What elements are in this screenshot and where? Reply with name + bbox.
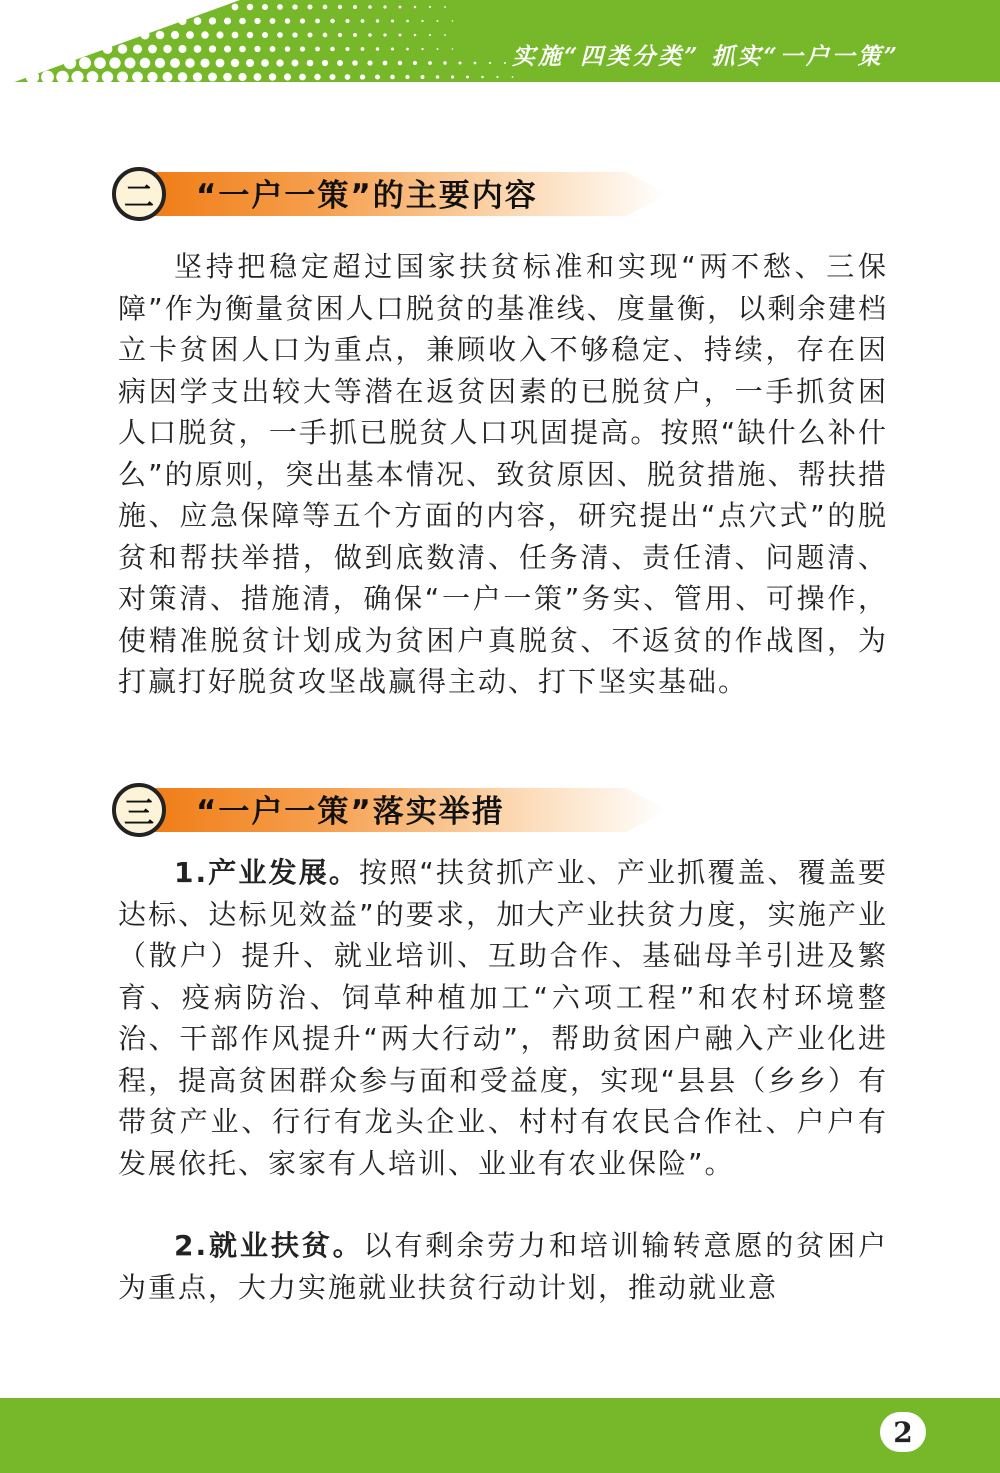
header-dot (261, 59, 269, 67)
header-dot (194, 45, 202, 53)
header-dot (285, 46, 291, 52)
header-dot (308, 5, 313, 10)
measure-text: 以有剩余劳力和培训输转意愿的贫困户为重点，大力实施就业扶贫行动计划，推动就业意 (118, 1229, 888, 1304)
header-dot (451, 75, 454, 78)
header-dot (209, 45, 216, 52)
header-dot (41, 71, 54, 82)
header-dot (345, 74, 351, 80)
header-dot (481, 76, 484, 79)
measure-item-employment (118, 1225, 888, 1308)
header-dot (421, 20, 423, 22)
header-dot (178, 17, 186, 25)
header-dot (262, 32, 268, 38)
header-dot (353, 5, 357, 9)
header-dot (429, 6, 431, 8)
section-heading-2 (112, 166, 672, 226)
header-dot (368, 5, 372, 9)
header-dot (254, 73, 262, 81)
header-dot (376, 19, 379, 22)
footer-band (0, 1398, 1000, 1473)
measure-lead: 1.产业发展。 (174, 856, 359, 889)
header-dot (345, 19, 349, 23)
header-dot (292, 32, 297, 37)
header-dot (156, 31, 165, 40)
header-dot (399, 6, 402, 9)
header-dot (399, 34, 402, 37)
header-dot (315, 47, 320, 52)
header-dot (496, 76, 498, 78)
header-dot (185, 58, 194, 67)
header-dot (512, 76, 514, 78)
header-dot (345, 47, 349, 51)
header-dot (292, 4, 297, 9)
header-dot (94, 57, 106, 69)
page-number: 2 (880, 1412, 926, 1452)
section-number-badge: 三 (112, 783, 166, 837)
header-dot (330, 19, 334, 23)
header-dot (246, 59, 254, 67)
header-dot (375, 75, 380, 80)
header-dot (155, 58, 165, 68)
header-dot (390, 75, 395, 80)
header-dot (466, 76, 469, 79)
header-dot (247, 4, 253, 10)
header-dot (163, 45, 171, 53)
header-dot (391, 47, 394, 50)
header-dot (216, 59, 225, 68)
header-dot (398, 61, 402, 65)
header-dot (299, 74, 306, 81)
header-dot (102, 71, 113, 82)
header-dot (452, 48, 454, 50)
header-dot (147, 72, 157, 82)
header-dot (368, 33, 372, 37)
header-dot (383, 5, 386, 8)
header-dot (148, 45, 157, 54)
header-dot (232, 4, 239, 11)
header-dot (300, 46, 305, 51)
header-dot (436, 75, 440, 79)
header-dot (437, 20, 439, 22)
header-dot (209, 17, 216, 24)
header-dot (87, 71, 99, 82)
header-dot (125, 58, 136, 69)
header-dot (201, 31, 209, 39)
header-dot (414, 6, 417, 9)
header-dot (338, 5, 342, 9)
header-dot (307, 60, 314, 67)
header-dot (208, 73, 217, 82)
measure-lead: 2.就业扶贫。 (174, 1229, 364, 1262)
header-dot (239, 46, 246, 53)
header-dot (383, 61, 388, 66)
header-dot (194, 17, 202, 25)
section-number-badge: 二 (112, 167, 166, 221)
section-title: “一户一策”落实举措 (196, 794, 505, 830)
header-dot (163, 72, 173, 82)
header-dot (26, 70, 39, 82)
header-dot (171, 31, 179, 39)
header-dot (277, 4, 283, 10)
header-dot (247, 32, 253, 38)
header-dot (64, 57, 76, 69)
header-dot (444, 6, 446, 8)
header-dot (330, 47, 334, 51)
header-dot (232, 32, 239, 39)
header-dot-pattern (0, 0, 520, 82)
header-dot (277, 32, 283, 38)
header-dot (285, 18, 291, 24)
header-dot (429, 34, 431, 36)
header-dot (276, 59, 283, 66)
header-dot (361, 47, 365, 51)
running-header-title: 实施“四类分类” 抓实“一户一策” (512, 43, 900, 70)
header-dot (474, 62, 477, 65)
header-dot (376, 47, 379, 50)
header-dot (254, 18, 260, 24)
header-dot (504, 62, 506, 64)
header-dot (315, 19, 320, 24)
header-dot (452, 20, 454, 22)
header-dot (224, 46, 231, 53)
header-dot (406, 48, 409, 51)
header-dot (71, 71, 83, 82)
header-dot (200, 58, 209, 67)
body-paragraph: 坚持把稳定超过国家扶贫标准和实现“两不愁、三保障”作为衡量贫困人口脱贫的基准线、度量衡，以剩余建档立卡贫困人口为重点，兼顾收入不够稳定、持续，存在因病因学支出较大等潜在返贫因素的已脱贫户，一手抓贫困人口脱贫，一手抓已脱贫人口巩固提高。按照“缺什么补什么”的原则，突出基本情况、致贫原因、脱贫措施、帮扶措施、应急保障等五个方面的内容，研究提出“点穴式”的脱贫和帮扶举措，做到底数清、任务清、责任清、问题清、对策清、措施清，确保“一户一策”务实、管用、可操作，使精准脱贫计划成为贫困户真脱贫、不返贫的作战图，为打赢打好脱贫攻坚战赢得主动、打下坚实基础。 (118, 250, 888, 698)
header-dot (338, 33, 342, 37)
header-dot (140, 58, 151, 69)
header-dot (428, 61, 432, 65)
header-dot (178, 72, 188, 82)
header-dot (270, 18, 276, 24)
header-dot (223, 73, 232, 82)
header-dot (329, 74, 335, 80)
header-dot (323, 5, 328, 10)
header-dot (269, 73, 277, 81)
measure-text: 按照“扶贫抓产业、产业抓覆盖、覆盖要达标、达标见效益”的要求，加大产业扶贫力度，实施产业（散户）提升、就业培训、互助合作、基础母羊引进及繁育、疫病防治、饲草种植加工“六项工程”和农村环境整治、干部作风提升“两大行动”，帮助贫困户融入产业化进程，提高贫困群众参与面和受益度，实现“县县（乡乡）有带贫产业、行行有龙头企业、村村有农民合作社、户户有发展依托、家家有人培训、业业有农业保险”。 (118, 856, 888, 1180)
header-dot (292, 60, 299, 67)
header-dot (322, 60, 328, 66)
header-dot (224, 18, 231, 25)
header-dot (186, 31, 194, 39)
header-dot (133, 44, 142, 53)
header-dot (361, 19, 365, 23)
header-dot (56, 71, 69, 82)
header-dot (337, 60, 343, 66)
header-dot (367, 60, 372, 65)
header-dot (300, 18, 305, 23)
header-dot (437, 48, 439, 50)
header-dot (353, 33, 357, 37)
header-dot (421, 75, 425, 79)
header-dot (383, 33, 386, 36)
header-dot (284, 73, 291, 80)
header-dot (141, 31, 150, 40)
header-dot (308, 33, 313, 38)
header-dot (132, 72, 143, 82)
header-dot (270, 46, 276, 52)
header-dot (117, 71, 128, 82)
header-dot (314, 74, 320, 80)
header-dot (391, 19, 394, 22)
section-title: “一户一策”的主要内容 (196, 178, 538, 214)
measure-item-industry (118, 852, 888, 1184)
header-dot (79, 57, 91, 69)
header-dot (238, 73, 246, 81)
header-dot (103, 44, 113, 54)
section-heading-3 (112, 782, 672, 842)
header-dot (405, 75, 409, 79)
header-dot (360, 74, 365, 79)
header-dot (406, 20, 409, 23)
header-dot (489, 62, 491, 64)
header-dot (239, 18, 246, 25)
header-dot (254, 46, 260, 52)
header-dot (109, 57, 120, 68)
header-dot (458, 61, 461, 64)
header-dot (216, 31, 223, 38)
header-dot (443, 61, 446, 64)
header-dot (323, 33, 328, 38)
header-dot (421, 48, 423, 50)
header-dot (414, 34, 417, 37)
header-dot (170, 58, 180, 68)
header-dot (444, 34, 446, 36)
header-dot (118, 44, 127, 53)
header-dot (193, 72, 202, 81)
header-dot (231, 59, 239, 67)
header-dot (352, 60, 358, 66)
header-dot (178, 45, 186, 53)
header-dot (413, 61, 417, 65)
header-dot (262, 4, 268, 10)
